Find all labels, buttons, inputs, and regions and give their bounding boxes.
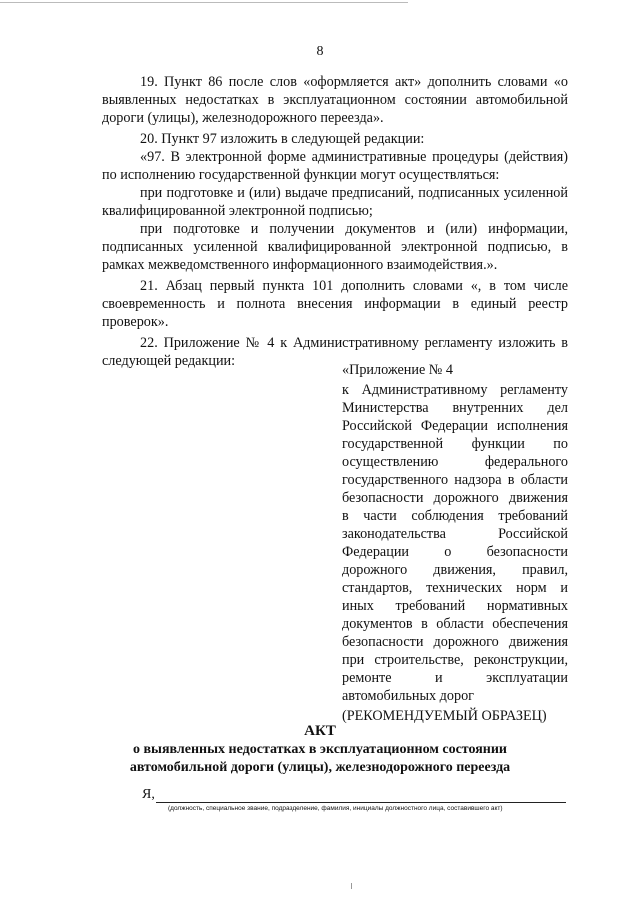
paragraph-19: 19. Пункт 86 после слов «оформляется акт» дополнить словами «о выявленных недостатках в эксплуатационном состоянии автомобильной дороги (улицы), железнодорожного переезда».: [102, 74, 568, 126]
recommended-sample-label: (РЕКОМЕНДУЕМЫЙ ОБРАЗЕЦ): [342, 708, 547, 724]
signature-label: Я,: [142, 787, 155, 802]
appendix-line: государственной функции по: [342, 436, 568, 452]
paragraph-97: «97. В электронной форме административные процедуры (действия) по исполнению государственной функции могут осуществляться:: [102, 149, 568, 183]
appendix-line: государственного надзора в области: [342, 472, 568, 488]
appendix-heading: «Приложение № 4: [342, 362, 453, 378]
appendix-line: Российской Федерации исполнения: [342, 418, 568, 434]
act-subtitle-line-1: о выявленных недостатках в эксплуатационном состоянии: [132, 742, 507, 757]
appendix-line: при строительстве, реконструкции,: [342, 652, 568, 668]
signature-caption: (должность, специальное звание, подразделение, фамилия, инициалы должностного лица, составившего акт): [168, 805, 503, 812]
scan-edge-line: [0, 2, 408, 3]
signature-fill-line: [156, 802, 566, 803]
act-title: АКТ: [304, 723, 336, 739]
appendix-line: документов в области обеспечения: [342, 616, 568, 632]
appendix-line: Министерства внутренних дел: [342, 400, 568, 416]
appendix-line: безопасности дорожного движения: [342, 490, 568, 506]
body-text: [102, 73, 568, 370]
paragraph-21: 21. Абзац первый пункта 101 дополнить словами «, в том числе своевременность и полнота внесения информации в единый реестр проверок».: [102, 278, 568, 330]
appendix-line: иных требований нормативных: [342, 598, 568, 614]
act-subtitle-line-2: автомобильной дороги (улицы), железнодорожного переезда: [129, 760, 511, 775]
appendix-line: ремонте и эксплуатации: [342, 670, 568, 686]
appendix-line: Федерации о безопасности: [342, 544, 568, 560]
appendix-line: в части соблюдения требований: [342, 508, 568, 524]
paragraph-prescriptions: при подготовке и (или) выдаче предписаний, подписанных усиленной квалифицированной электронной подписью;: [102, 185, 568, 219]
page-number: 8: [316, 44, 324, 59]
appendix-line: стандартов, технических норм и: [342, 580, 568, 596]
signature-row: [142, 787, 566, 817]
act-subtitle: [0, 741, 640, 777]
appendix-line: дорожного движения, правил,: [342, 562, 568, 578]
appendix-line: к Административному регламенту: [342, 382, 568, 398]
appendix-line: безопасности дорожного движения: [342, 634, 568, 650]
paragraph-22: 22. Приложение № 4 к Административному регламенту изложить в следующей редакции:: [102, 335, 568, 369]
appendix-line: законодательства Российской: [342, 526, 568, 542]
appendix-block: [342, 361, 568, 725]
paragraph-documents: при подготовке и получении документов и (или) информации, подписанных усиленной квалифицированной электронной подписью, в рамках межведомственного информационного взаимодействия.».: [102, 221, 568, 273]
paragraph-20: 20. Пункт 97 изложить в следующей редакции:: [140, 131, 425, 147]
scan-mark: [351, 883, 352, 889]
appendix-line: автомобильных дорог: [342, 688, 474, 704]
appendix-line: осуществлению федерального: [342, 454, 568, 470]
